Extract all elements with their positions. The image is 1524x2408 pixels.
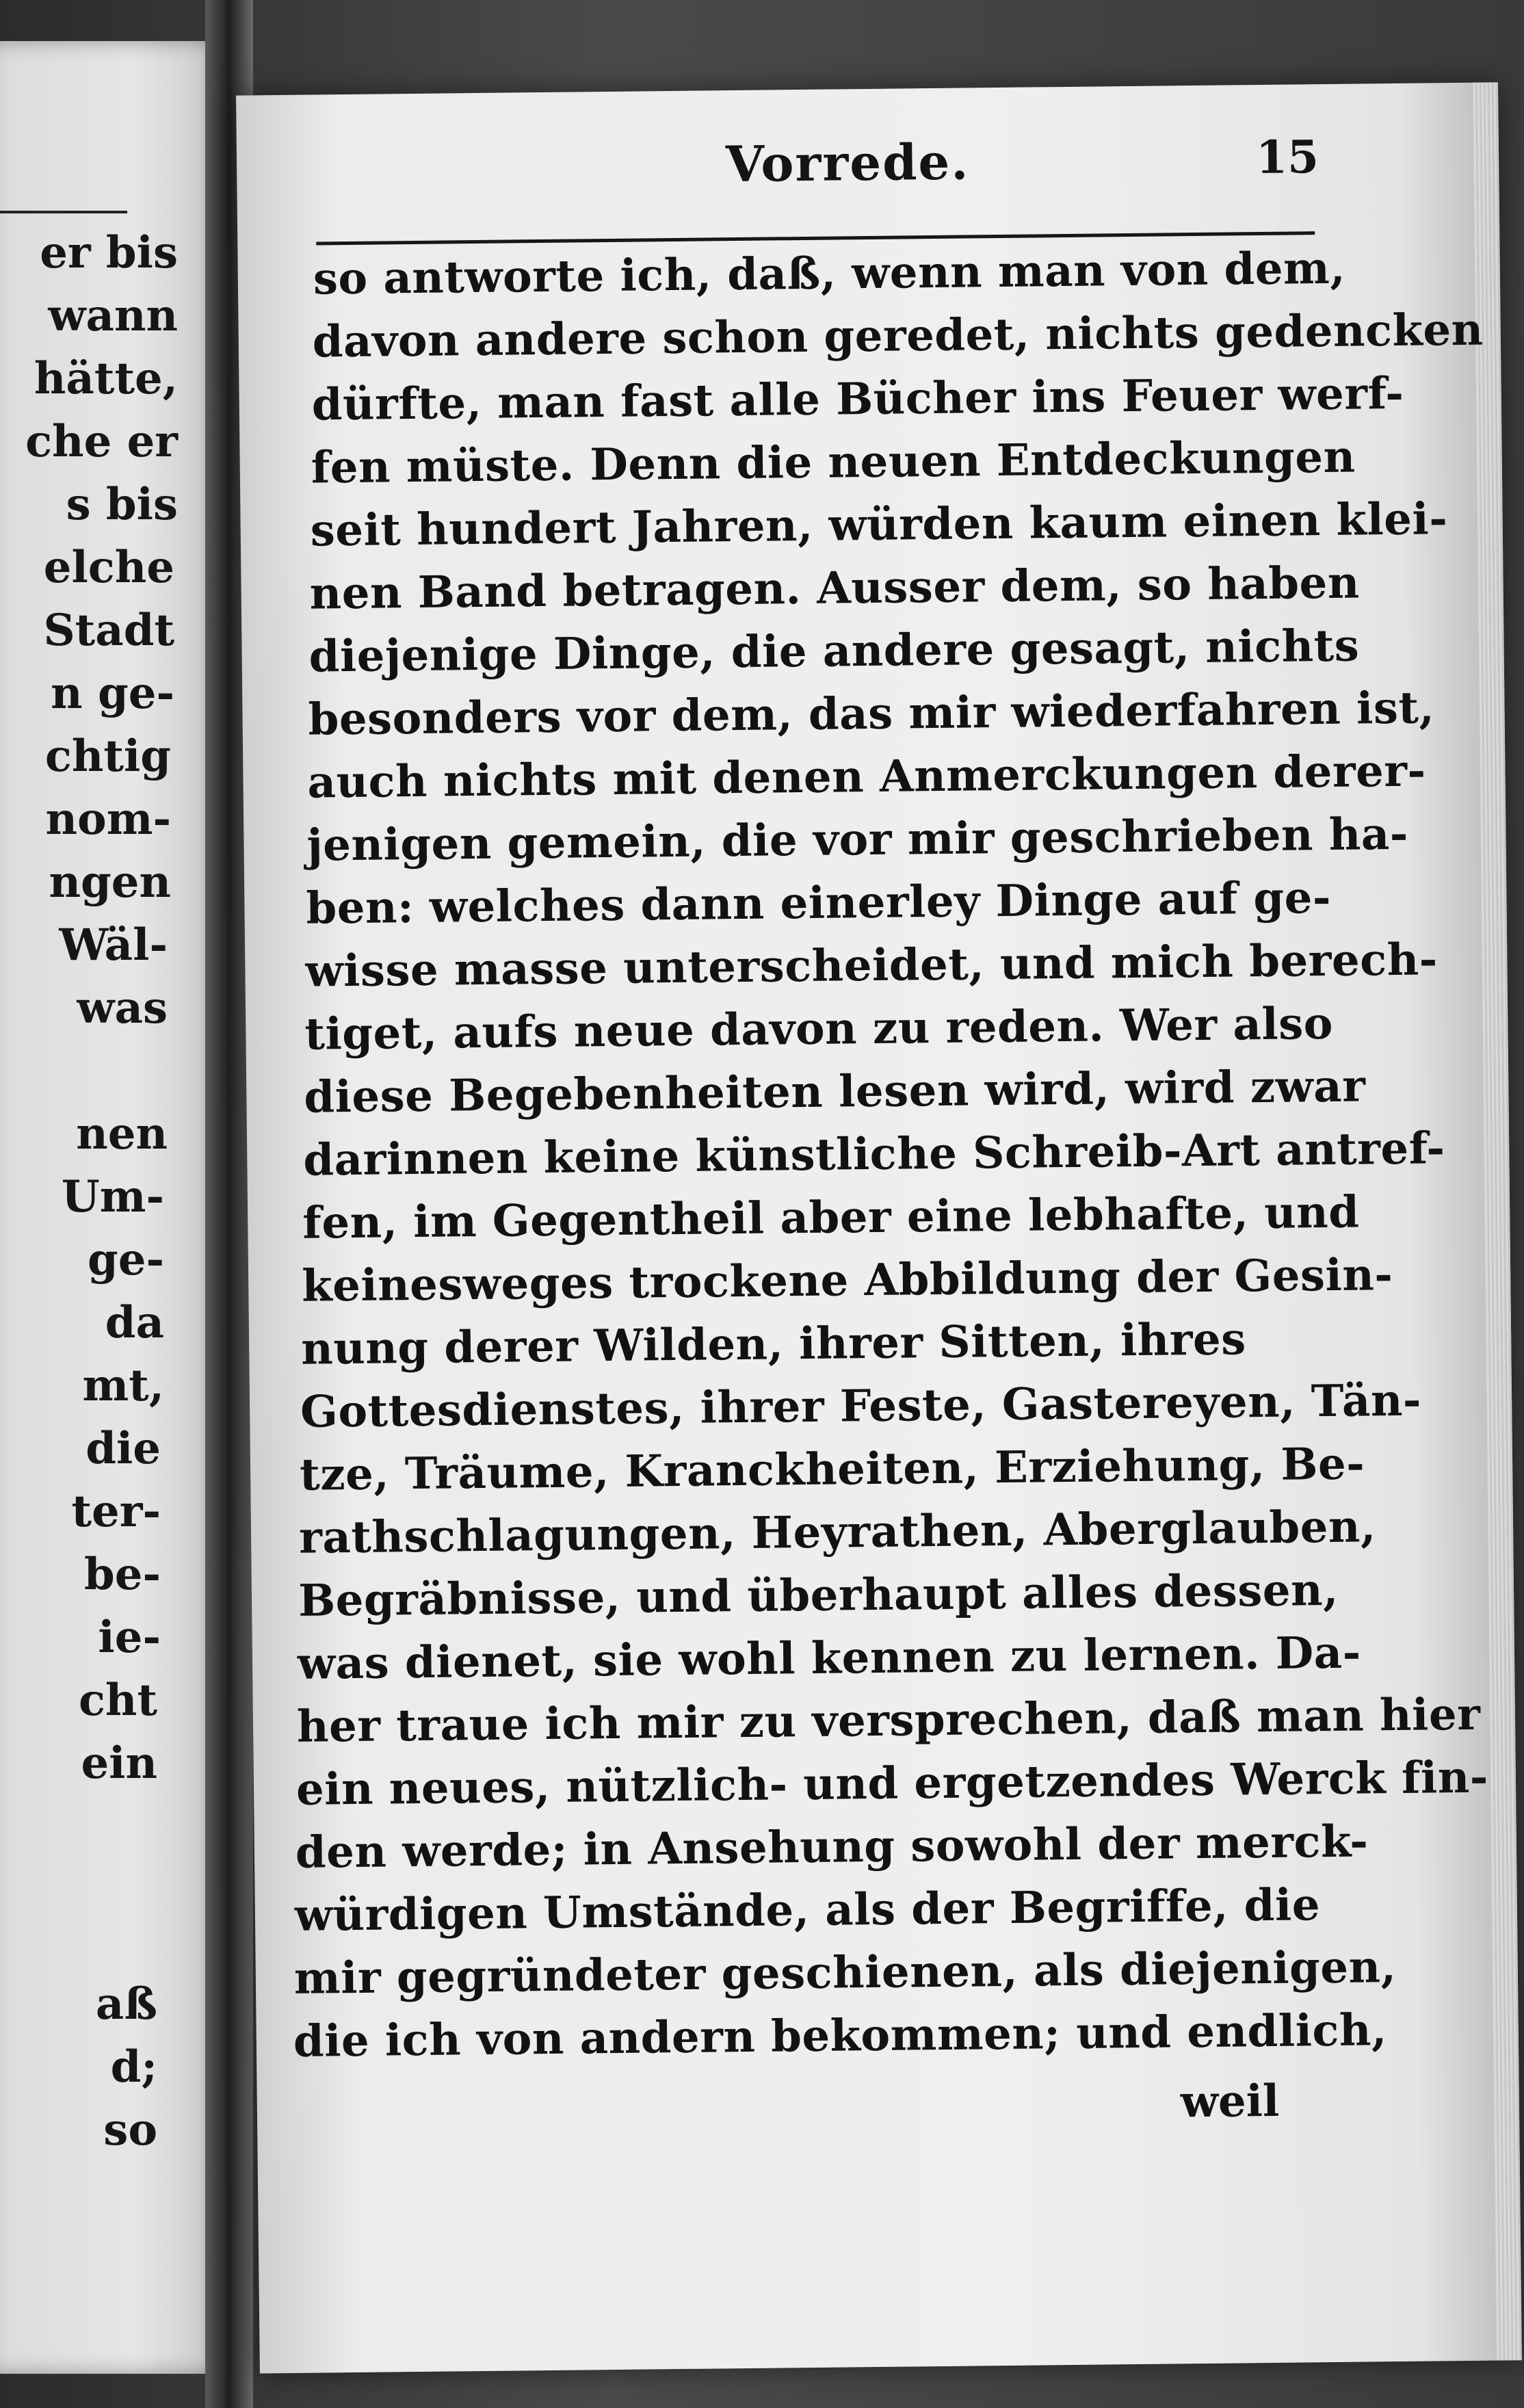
previous-page-line: wann [48,290,178,341]
text-line: keinesweges trockene Abbildung der Gesin- [301,1249,1393,1312]
catchword: weil [1180,2075,1280,2128]
text-line: fen, im Gegentheil aber eine lebhafte, und [302,1186,1360,1249]
text-line: dürfte, man fast alle Bücher ins Feuer werf- [311,367,1404,431]
text-line: nen Band betragen. Ausser dem, so haben [309,557,1361,620]
previous-page-line: die [86,1423,161,1474]
previous-page-line: da [105,1297,164,1348]
previous-page-header-rule [0,211,127,213]
previous-page-line: be- [83,1549,161,1600]
previous-page-line: n ge- [51,668,174,719]
previous-page-line: ter- [71,1486,161,1537]
text-line: seit hundert Jahren, würden kaum einen klei- [310,493,1448,557]
previous-page-line: ein [81,1738,157,1789]
text-line: auch nichts mit denen Anmerckungen derer- [307,745,1426,809]
previous-page-line: hätte, [34,353,178,404]
text-line: her traue ich mir zu versprechen, daß man hier [296,1688,1481,1753]
text-line: nung derer Wilden, ihrer Sitten, ihres [300,1313,1247,1375]
text-line: fen müste. Denn die neuen Entdeckungen [311,431,1356,494]
previous-page-line: Um- [61,1171,164,1222]
previous-page-line: aß [95,1978,157,2030]
text-line: tze, Träume, Kranckheiten, Erziehung, Be- [299,1438,1365,1501]
text-line: jenigen gemein, die vor mir geschrieben ha- [306,808,1409,872]
text-line: ben: welches dann einerley Dinge auf ge- [306,872,1332,934]
previous-page-line: s bis [66,479,178,530]
text-line: wisse masse unterscheidet, und mich berech- [305,934,1438,997]
running-head: Vorrede. [725,132,970,194]
previous-page-line: er bis [40,227,178,278]
text-line: tiget, aufs neue davon zu reden. Wer also [304,997,1334,1060]
previous-page-line: Wäl- [59,919,168,971]
text-line: mir gegründeter geschienen, als diejenigen, [293,1941,1397,2004]
text-line: davon andere schon geredet, nichts gedencken [312,304,1484,368]
previous-page-line: ngen [49,856,171,908]
page-header [237,127,1499,215]
text-line: so antworte ich, daß, wenn man von dem, [313,242,1346,305]
text-line: diese Begebenheiten lesen wird, wird zwar [303,1060,1366,1123]
previous-page-line: Stadt [43,605,174,656]
text-line: Begräbnisse, und überhaupt alles dessen, [298,1564,1339,1627]
text-line: besonders vor dem, das mir wiederfahren ist, [308,682,1435,746]
previous-page-line: ie- [98,1612,161,1663]
text-line: was dienet, sie wohl kennen zu lernen. Da- [297,1627,1362,1690]
book-page [236,82,1522,2373]
previous-page-line: nom- [45,794,171,845]
previous-page-line: ge- [87,1234,164,1285]
previous-page-line: so [103,2104,157,2156]
text-line: den werde; in Ansehung sowohl der merck- [295,1816,1369,1879]
text-line: diejenige Dinge, die andere gesagt, nichts [308,620,1360,683]
page-number: 15 [1255,130,1319,185]
previous-page-line: was [77,982,168,1034]
previous-page-line: nen [76,1108,168,1160]
previous-page [0,41,226,2374]
previous-page-line: che er [25,416,178,467]
text-line: rathschlagungen, Heyrathen, Aberglauben, [298,1501,1377,1564]
text-line: die ich von andern bekommen; und endlich, [293,2004,1388,2067]
previous-page-line: chtig [44,731,171,782]
text-line: darinnen keine künstliche Schreib-Art antref- [302,1123,1445,1186]
previous-page-line: cht [78,1675,157,1726]
previous-page-line: elche [43,542,174,593]
previous-page-line: mt, [82,1360,164,1411]
text-line: ein neues, nützlich- und ergetzendes Werck fin- [295,1751,1489,1816]
text-line: würdigen Umstände, als der Begriffe, die [294,1879,1321,1941]
previous-page-line: d; [110,2041,157,2093]
text-line: Gottesdienstes, ihrer Feste, Gastereyen, Tän- [300,1374,1422,1438]
